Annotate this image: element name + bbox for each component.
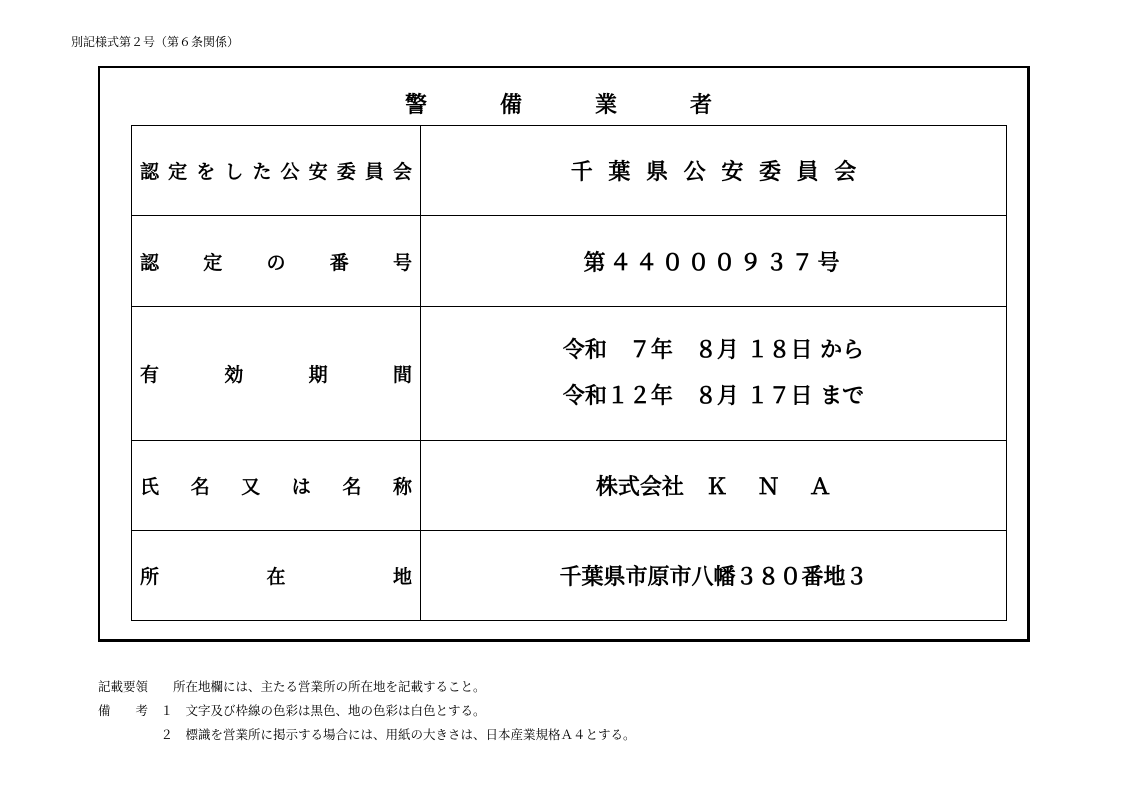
table-row bbox=[132, 441, 1007, 531]
row-value-validity bbox=[421, 307, 1007, 441]
title-char: 警 bbox=[404, 93, 427, 118]
form-number: 別記様式第２号（第６条関係） bbox=[71, 35, 240, 49]
title-char: 業 bbox=[594, 93, 617, 118]
note-line: 記載要領 所在地欄には、主たる営業所の所在地を記載すること。 bbox=[98, 679, 486, 694]
row-label-authority: 認 定 を し た 公 安 委 員 会 bbox=[132, 126, 421, 216]
row-label-address: 所 在 地 bbox=[132, 531, 421, 621]
row-value-authority: 千 葉 県 公 安 委 員 会 bbox=[421, 126, 1007, 216]
validity-to: 令和１２年 ８月 １７日 まで bbox=[562, 383, 865, 409]
info-table bbox=[131, 125, 1007, 621]
validity-from: 令和 ７年 ８月 １８日 から bbox=[562, 337, 865, 363]
sign-title bbox=[100, 88, 1027, 119]
row-value-cert-number: 第４４０００９３７号 bbox=[421, 216, 1007, 307]
table-row bbox=[132, 216, 1007, 307]
row-value-address: 千葉県市原市八幡３８０番地３ bbox=[421, 531, 1007, 621]
row-label-cert-number: 認 定 の 番 号 bbox=[132, 216, 421, 307]
title-char: 者 bbox=[689, 93, 712, 118]
notes bbox=[98, 675, 636, 747]
title-char: 備 bbox=[499, 93, 522, 118]
table-row bbox=[132, 531, 1007, 621]
sign-frame bbox=[98, 66, 1030, 642]
table-row bbox=[132, 126, 1007, 216]
note-line: 備 考 １ 文字及び枠線の色彩は黒色、地の色彩は白色とする。 bbox=[98, 703, 486, 718]
row-label-validity: 有 効 期 間 bbox=[132, 307, 421, 441]
row-label-name: 氏 名 又 は 名 称 bbox=[132, 441, 421, 531]
note-line: ２ 標識を営業所に掲示する場合には、用紙の大きさは、日本産業規格Ａ４とする。 bbox=[98, 727, 636, 742]
row-value-name: 株式会社 Ｋ Ｎ Ａ bbox=[421, 441, 1007, 531]
table-row bbox=[132, 307, 1007, 441]
